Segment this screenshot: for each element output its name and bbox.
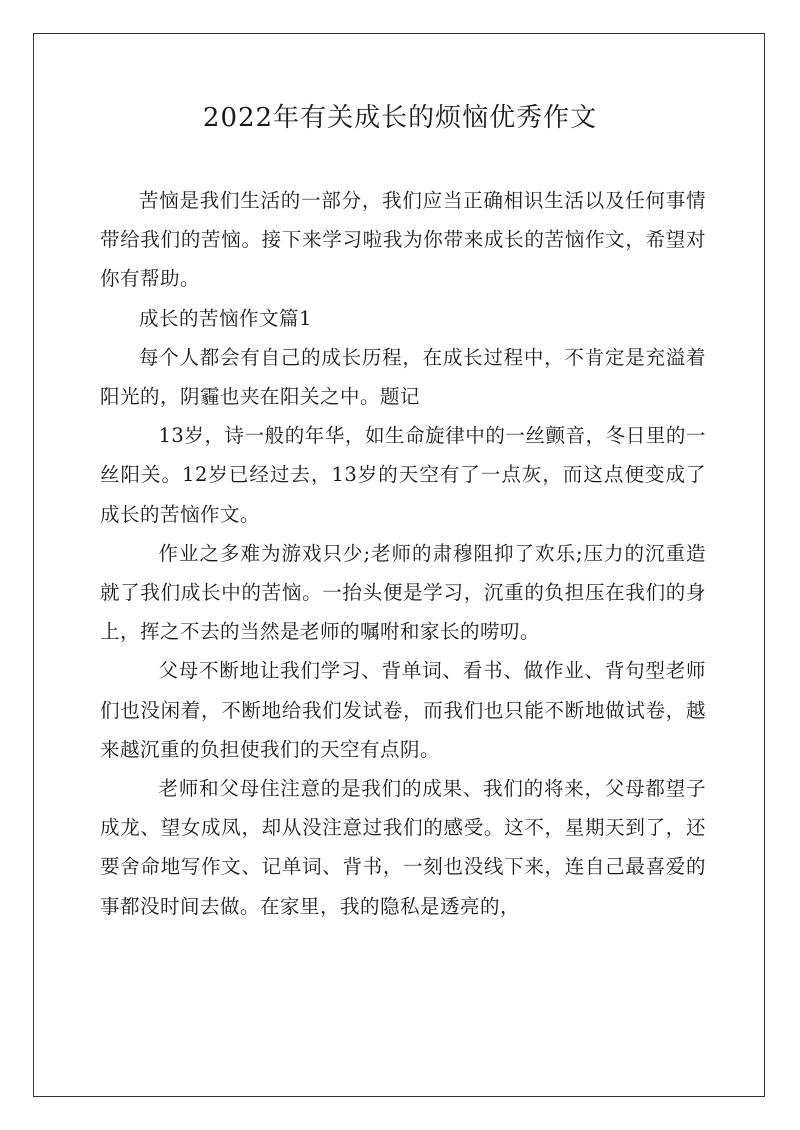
paragraph-homework: 作业之多难为游戏只少;老师的肃穆阻抑了欢乐;压力的沉重造就了我们成长中的苦恼。一抬头便是学习，沉重的负担压在我们的身上，挥之不去的当然是老师的嘱咐和家长的唠叨。 [100, 541, 706, 644]
paragraph-intro: 苦恼是我们生活的一部分，我们应当正确相识生活以及任何事情带给我们的苦恼。接下来学习啦我为你带来成长的苦恼作文，希望对你有帮助。 [100, 189, 706, 291]
paragraph-epigraph: 每个人都会有自己的成长历程，在成长过程中，不肯定是充溢着阳光的，阴霾也夹在阳关之中。题记 [100, 345, 706, 409]
section-heading: 成长的苦恼作文篇1 [139, 306, 312, 330]
document-title: 2022年有关成长的烦恼优秀作文 [202, 103, 598, 133]
document-body [100, 181, 706, 926]
paragraph-expectations: 老师和父母住注意的是我们的成果、我们的将来，父母都望子成龙、望女成凤，却从没注意过我们的感受。这不，星期天到了，还要舍命地写作文、记单词、背书，一刻也没线下来，连自己最喜爱的事都没时间去做。在家里，我的隐私是透亮的， [100, 777, 706, 918]
paragraph-parents-study: 父母不断地让我们学习、背单词、看书、做作业、背句型老师们也没闲着，不断地给我们发试卷，而我们也只能不断地做试卷，越来越沉重的负担使我们的天空有点阴。 [100, 659, 706, 761]
paragraph-age-13: 13岁，诗一般的年华，如生命旋律中的一丝颤音，冬日里的一丝阳关。12岁已经过去，13岁的天空有了一点灰，而这点便变成了成长的苦恼作文。 [100, 424, 706, 526]
